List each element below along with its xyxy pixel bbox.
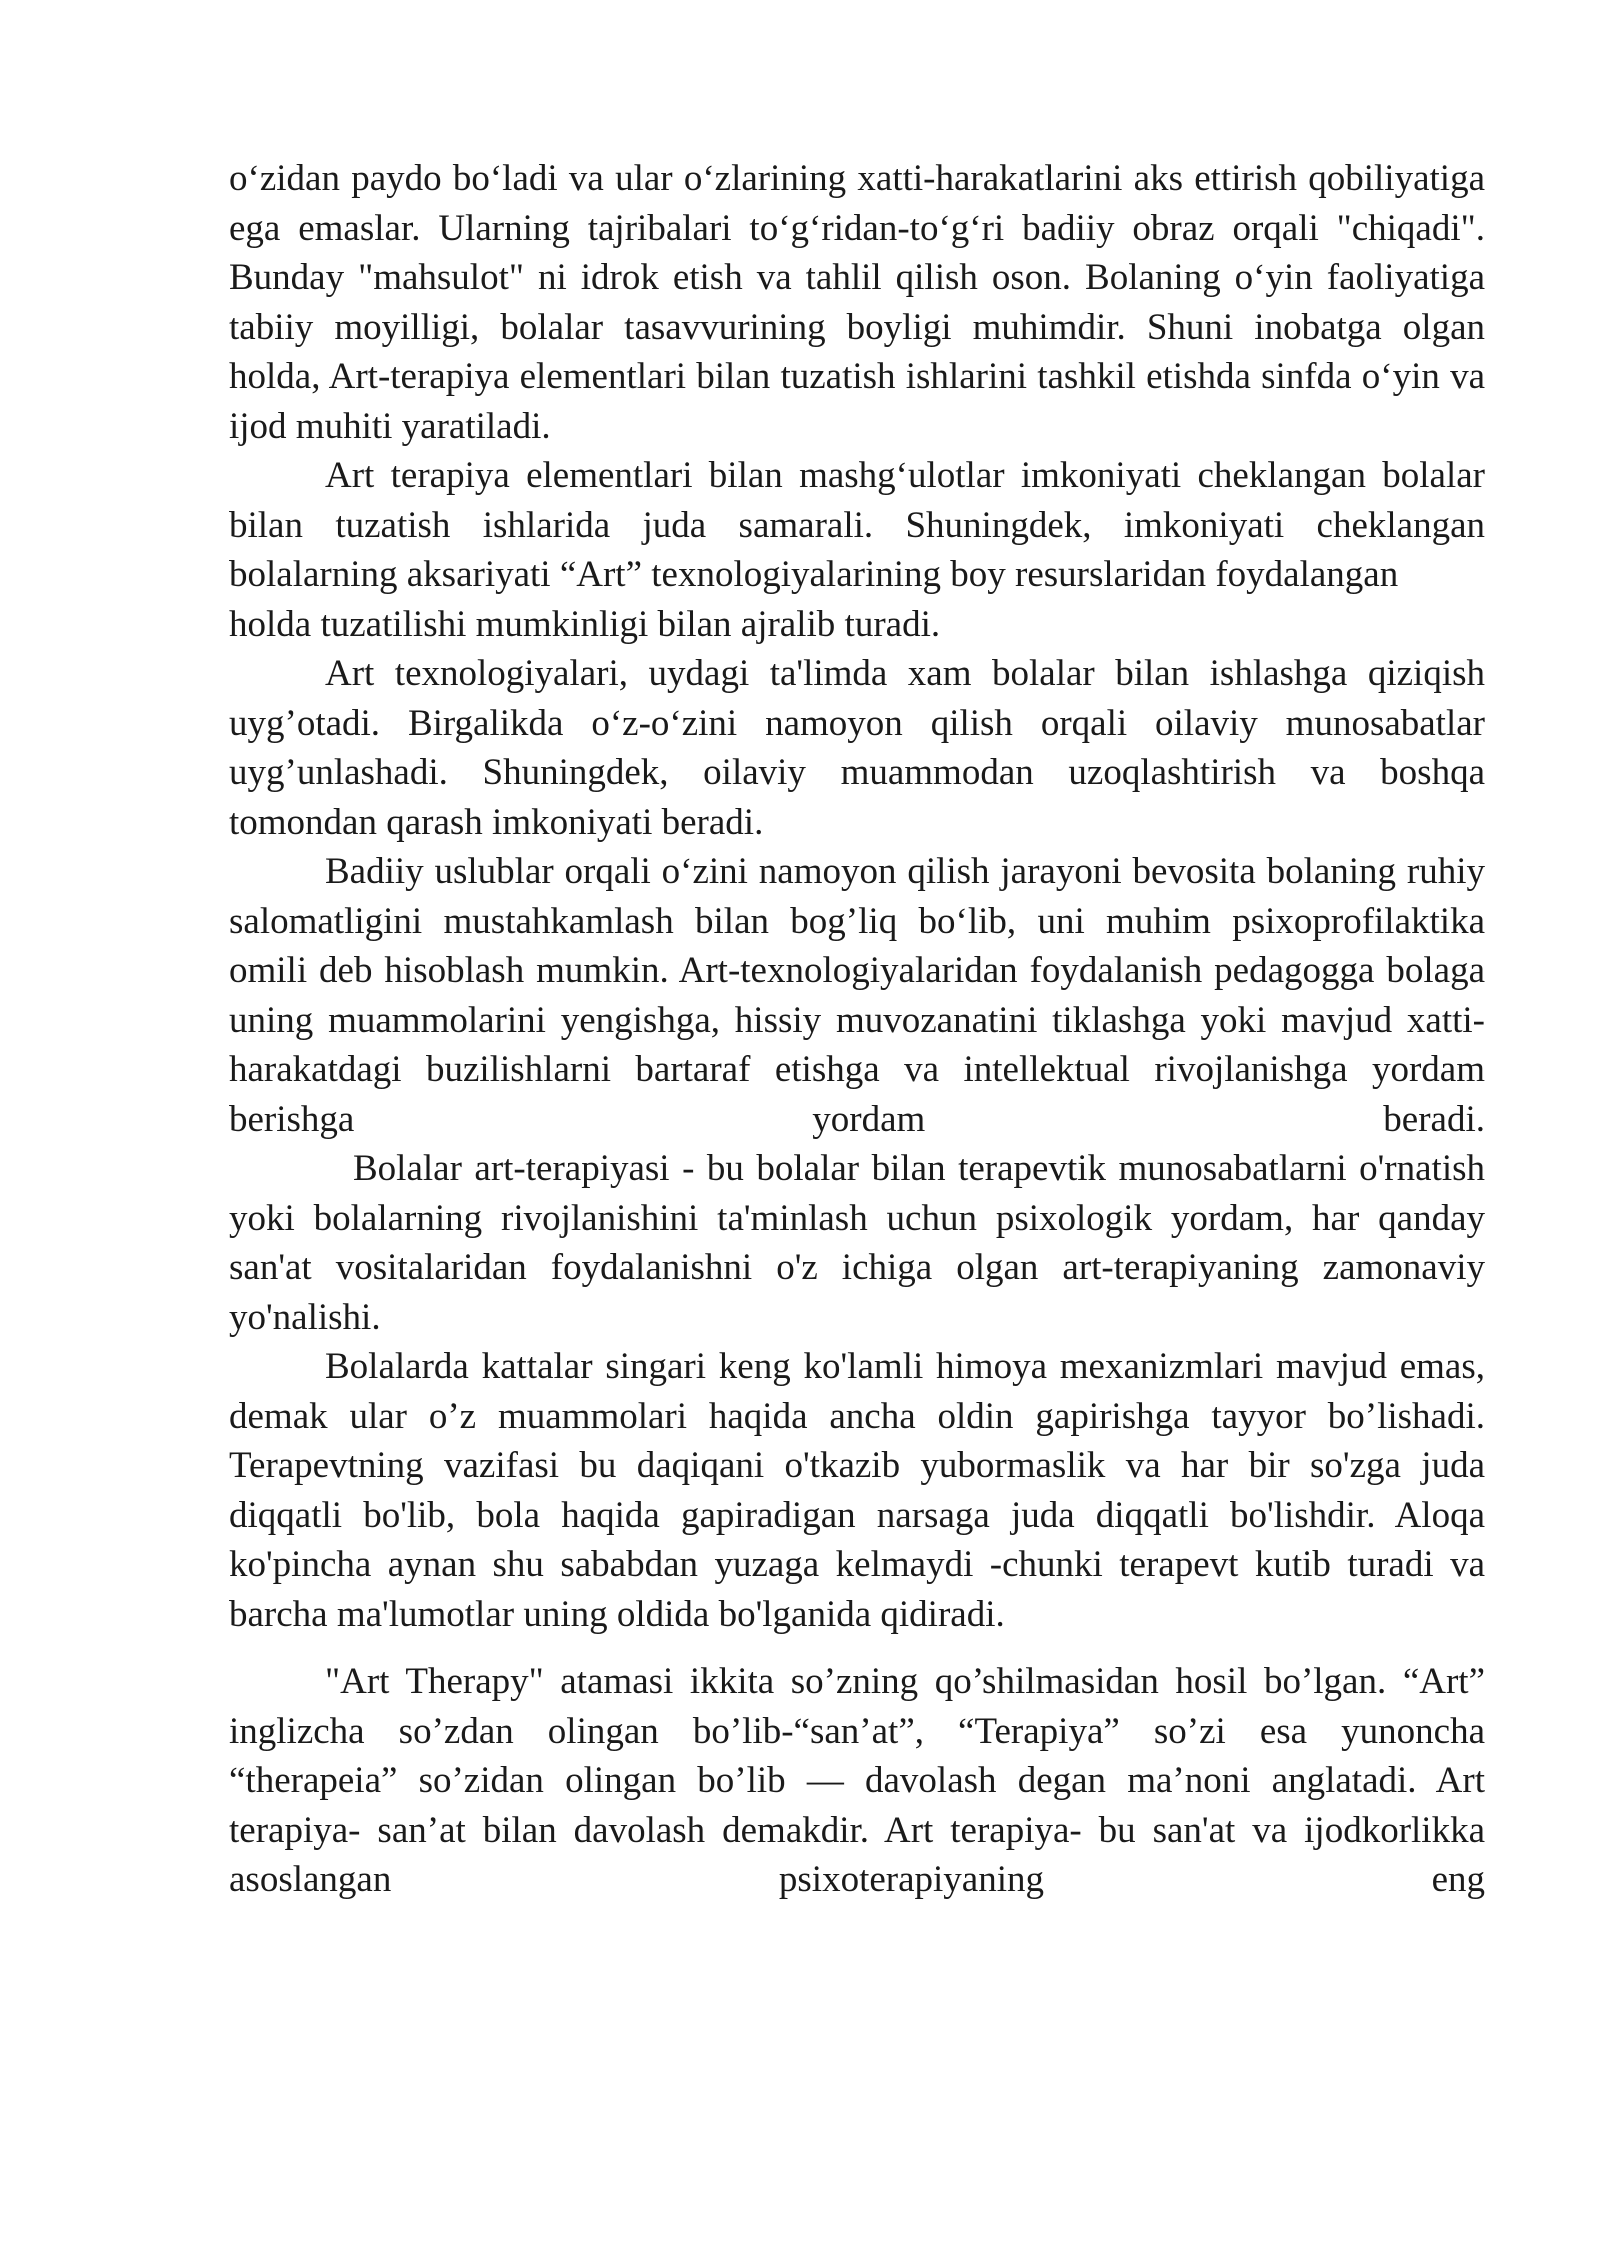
paragraph-8: "Art Therapy" atamasi ikkita so’zning qo’shilmasidan hosil bo’lgan. “Art” inglizcha so’zdan olingan bo’lib-“san’at”, “Terapiya” so’zi esa yunoncha “therapeia” so’zidan olingan bo’lib — davolash degan ma’noni anglatadi. Art terapiya- san’at bilan davolash demakdir. Art terapiya- bu san'at va ijodkorlikka asoslangan psixoterapiyaning eng <box>229 1661 1485 1900</box>
body-text <box>229 154 1485 1905</box>
paragraph-2: Art terapiya elementlari bilan mashg‘ulotlar imkoniyati cheklangan bolalar bilan tuzatish ishlarida juda samarali. Shuningdek, imkoniyati cheklangan bolalarning aksariyati “Art” texnologiyalarining boy resurslaridan foydalangan <box>229 455 1485 595</box>
paragraph-4: Art texnologiyalari, uydagi ta'limda xam bolalar bilan ishlashga qiziqish uyg’otadi. Birgalikda o‘z-o‘zini namoyon qilish orqali oilaviy munosabatlar uyg’unlashadi. Shuningdek, oilaviy muammodan uzoqlashtirish va boshqa tomondan qarash imkoniyati beradi. <box>229 653 1485 843</box>
paragraph-3: holda tuzatilishi mumkinligi bilan ajralib turadi. <box>229 603 941 645</box>
paragraph-1: o‘zidan paydo bo‘ladi va ular o‘zlarining xatti-harakatlarini aks ettirish qobiliyatiga ega emaslar. Ularning tajribalari to‘g‘ridan-to‘g‘ri badiiy obraz orqali "chiqadi". Bunday "mahsulot" ni idrok etish va tahlil qilish oson. Bolaning o‘yin faoliyatiga tabiiy moyilligi, bolalar tasavvurining boyligi muhimdir. Shuni inobatga olgan holda, Art-terapiya elementlari bilan tuzatish ishlarini tashkil etishda sinfda o‘yin va ijod muhiti yaratiladi. <box>229 158 1485 447</box>
paragraph-6: Bolalar art-terapiyasi - bu bolalar bilan terapevtik munosabatlarni o'rnatish yoki bolalarning rivojlanishini ta'minlash uchun psixologik yordam, har qanday san'at vositalaridan foydalanishni o'z ichiga olgan art-terapiyaning zamonaviy yo'nalishi. <box>229 1148 1485 1338</box>
paragraph-7: Bolalarda kattalar singari keng ko'lamli himoya mexanizmlari mavjud emas, demak ular o’z muammolari haqida ancha oldin gapirishga tayyor bo’lishadi. Terapevtning vazifasi bu daqiqani o'tkazib yubormaslik va har bir so'zga juda diqqatli bo'lib, bola haqida gapiradigan narsaga juda diqqatli bo'lishdir. Aloqa ko'pincha aynan shu sababdan yuzaga kelmaydi -chunki terapevt kutib turadi va barcha ma'lumotlar uning oldida bo'lganida qidiradi. <box>229 1346 1485 1635</box>
paragraph-5: Badiiy uslublar orqali o‘zini namoyon qilish jarayoni bevosita bolaning ruhiy salomatligini mustahkamlash bilan bog’liq bo‘lib, uni muhim psixoprofilaktika omili deb hisoblash mumkin. Art-texnologiyalaridan foydalanish pedagogga bolaga uning muammolarini yengishga, hissiy muvozanatini tiklashga yoki mavjud xatti-harakatdagi buzilishlarni bartaraf etishga va intellektual rivojlanishga yordam berishga yordam beradi. <box>229 851 1485 1140</box>
